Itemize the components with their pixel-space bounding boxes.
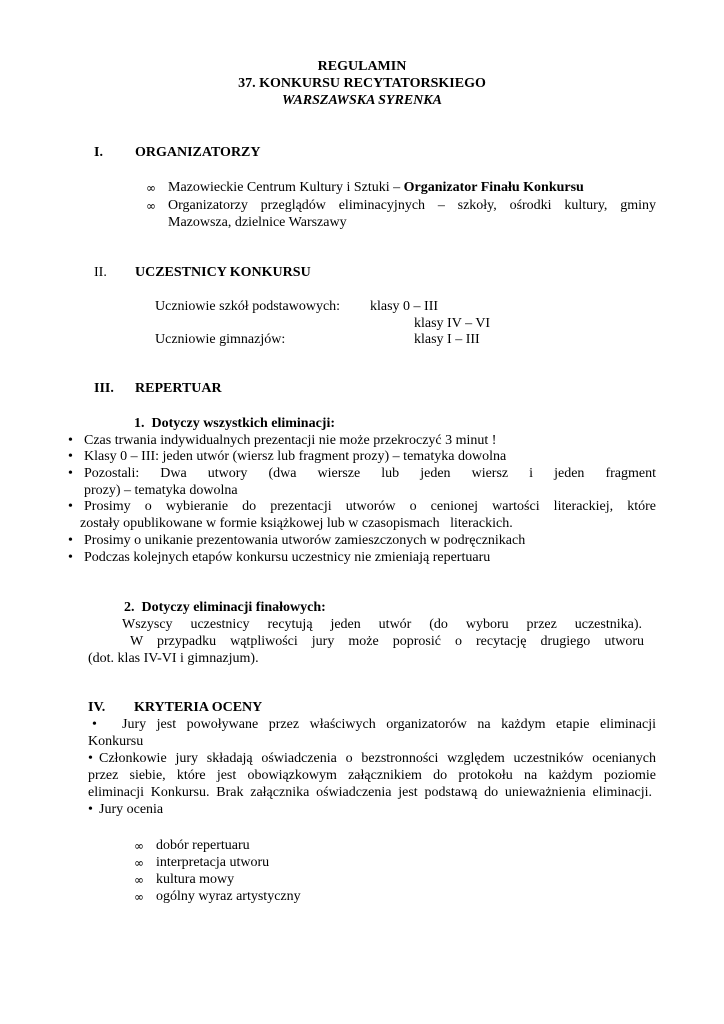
bullet-icon: •: [68, 533, 73, 548]
section-1-title: ORGANIZATORZY: [135, 145, 261, 160]
criterion-item: interpretacja utworu: [156, 855, 270, 870]
bullet-icon: •: [68, 466, 73, 481]
infinity-bullet-icon: ∞: [134, 890, 144, 904]
section-4-title: KRYTERIA OCENY: [134, 700, 263, 715]
organizer-item: Organizatorzy przeglądów eliminacyjnych – szkoły, ośrodki kultury, gminy: [168, 198, 656, 213]
participant-label: Uczniowie szkół podstawowych:: [155, 299, 341, 314]
criterion-item: kultura mowy: [156, 872, 235, 887]
section-4-number: IV.: [88, 700, 106, 715]
final-rule-line: Wszyscy uczestnicy recytują jeden utwór (do wyboru przez uczestnika).: [122, 617, 642, 632]
rule-item: Prosimy o unikanie prezentowania utworów zamieszczonych w podręcznikach: [84, 533, 526, 548]
bullet-icon: •: [68, 550, 73, 565]
section-1-number: I.: [94, 145, 103, 160]
infinity-bullet-icon: ∞: [134, 873, 144, 887]
document-title: REGULAMIN: [317, 59, 407, 74]
rule-item-continued: prozy) – tematyka dowolna: [84, 483, 238, 498]
rule-item: Klasy 0 – III: jeden utwór (wiersz lub fragment prozy) – tematyka dowolna: [84, 449, 507, 464]
bullet-icon: •: [88, 802, 93, 817]
document-subtitle: 37. KONKURSU RECYTATORSKIEGO: [238, 76, 486, 91]
bullet-icon: •: [68, 449, 73, 464]
bullet-icon: •: [68, 433, 73, 448]
participant-classes: klasy IV – VI: [414, 316, 491, 331]
competition-name: WARSZAWSKA SYRENKA: [282, 93, 442, 108]
criteria-rule-line: eliminacji Konkursu. Brak załącznika oświadczenia jest podstawą do unieważnienia eliminacji.: [88, 785, 652, 800]
criteria-rule-line: Jury jest powoływane przez właściwych organizatorów na każdym etapie eliminacji: [122, 717, 656, 732]
rule-item-continued: zostały opublikowane w formie książkowej lub w czasopismach literackich.: [80, 516, 513, 531]
criterion-item: ogólny wyraz artystyczny: [156, 889, 301, 904]
final-rule-line: (dot. klas IV-VI i gimnazjum).: [88, 651, 259, 666]
infinity-bullet-icon: ∞: [134, 856, 144, 870]
section-3-number: III.: [94, 381, 114, 396]
subsection-2-heading: 2. Dotyczy eliminacji finałowych:: [124, 600, 326, 615]
bullet-icon: •: [92, 717, 97, 732]
participant-classes: klasy 0 – III: [370, 299, 439, 314]
infinity-bullet-icon: ∞: [146, 199, 156, 213]
section-2-number: II.: [94, 265, 107, 280]
criterion-item: dobór repertuaru: [156, 838, 250, 853]
criteria-rule-line: przez siebie, które jest obowiązkowym załącznikiem do protokołu na każdym poziomie: [88, 768, 656, 783]
criteria-rule-line: Konkursu: [88, 734, 144, 749]
rule-item: Podczas kolejnych etapów konkursu uczestnicy nie zmieniają repertuaru: [84, 550, 491, 565]
bullet-icon: •: [68, 499, 73, 514]
rule-item: Pozostali: Dwa utwory (dwa wiersze lub jeden wiersz i jeden fragment: [84, 466, 656, 481]
subsection-1-heading: 1. Dotyczy wszystkich eliminacji:: [134, 416, 336, 431]
infinity-bullet-icon: ∞: [134, 839, 144, 853]
bullet-icon: •: [88, 751, 93, 766]
final-rule-line: W przypadku wątpliwości jury może poprosić o recytację drugiego utworu: [130, 634, 644, 649]
rule-item: Czas trwania indywidualnych prezentacji nie może przekroczyć 3 minut !: [84, 433, 497, 448]
criteria-rule-line: Członkowie jury składają oświadczenia o bezstronności względem uczestników ocenianych: [99, 751, 656, 766]
section-2-title: UCZESTNICY KONKURSU: [135, 265, 311, 280]
organizer-item-continued: Mazowsza, dzielnice Warszawy: [168, 215, 347, 230]
participant-classes: klasy I – III: [414, 332, 480, 347]
section-3-title: REPERTUAR: [135, 381, 222, 396]
participant-label: Uczniowie gimnazjów:: [155, 332, 286, 347]
infinity-bullet-icon: ∞: [146, 181, 156, 195]
criteria-rule-line: Jury ocenia: [99, 802, 164, 817]
organizer-item: Mazowieckie Centrum Kultury i Sztuki – Organizator Finału Konkursu: [168, 180, 584, 195]
rule-item: Prosimy o wybieranie do prezentacji utworów o cenionej wartości literackiej, które: [84, 499, 656, 514]
